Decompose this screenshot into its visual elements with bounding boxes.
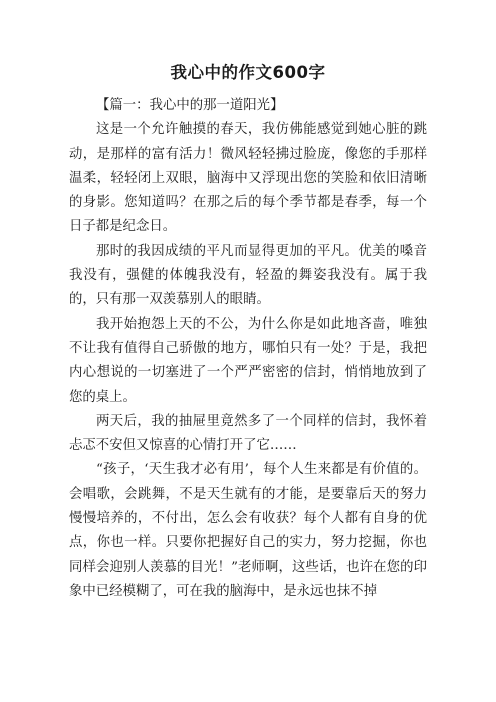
section-heading: 【篇一：我心中的那一道阳光】: [96, 98, 284, 113]
paragraph-3: 我开始抱怨上天的不公，为什么你是如此地吝啬，唯独不让我有值得自己骄傲的地方，哪怕只有一处？于是，我把内心想说的一切塞进了一个严严密密的信封，悄悄地放到了您的桌上。: [69, 316, 427, 405]
paragraph-2: 那时的我因成绩的平凡而显得更加的平凡。优美的嗓音我没有，强健的体魄我没有，轻盈的舞姿我没有。属于我的，只有那一双羡慕别人的眼睛。: [69, 243, 427, 308]
document-body: [69, 94, 427, 604]
paragraph-5: “孩子，‘天生我才必有用’，每个人生来都是有价值的。会唱歌，会跳舞，不是天生就有的才能，是要靠后天的努力慢慢培养的，不付出，怎么会有收获？每个人都有自身的优点，你也一样。只要你把握好自己的实力，努力挖掘，你也同样会迎别人羡慕的目光！”老师啊，这些话，也许在您的印象中已经模糊了，可在我的脑海中，是永远也抹不掉: [69, 462, 427, 599]
paragraph-1: 这是一个允许触摸的春天，我仿佛能感觉到她心脏的跳动，是那样的富有活力！微风轻轻拂过脸庞，像您的手那样温柔，轻轻闭上双眼，脑海中又浮现出您的笑脸和依旧清晰的身影。您知道吗？在那之后的每个季节都是春季，每一个日子都是纪念日。: [69, 122, 427, 235]
document-title: 我心中的作文600字: [170, 63, 326, 82]
paragraph-4: 两天后，我的抽屉里竟然多了一个同样的信封，我怀着忐忑不安但又惊喜的心情打开了它……: [69, 413, 427, 454]
